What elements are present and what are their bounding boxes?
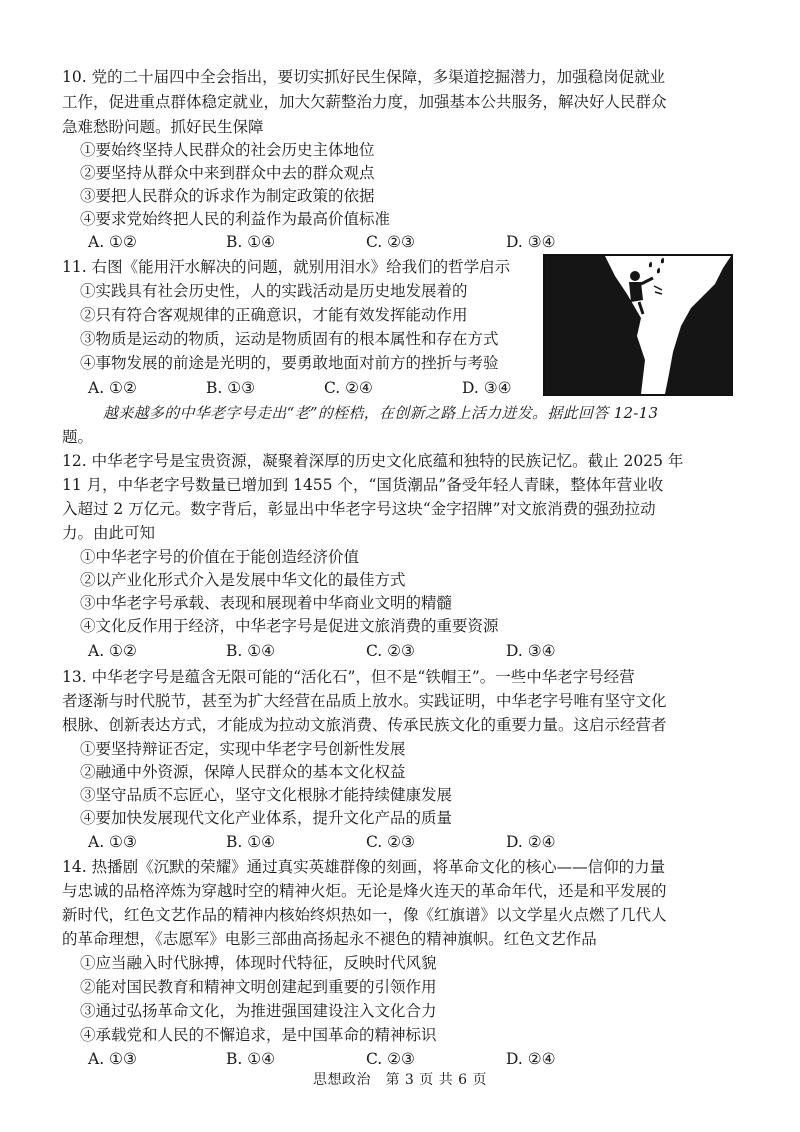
q11-option-1: ①实践具有社会历史性，人的实践活动是历史地发展着的 — [80, 282, 468, 300]
q12-choices — [88, 640, 608, 662]
q14-choice-b: B. ①④ — [226, 1050, 276, 1068]
q13-option-1: ①要坚持辩证否定，实现中华老字号创新性发展 — [80, 740, 406, 758]
q12-option-4: ④文化反作用于经济，中华老字号是促进文旅消费的重要资源 — [80, 617, 499, 635]
q10-option-1: ①要始终坚持人民群众的社会历史主体地位 — [80, 141, 375, 159]
q12-stem-line-1: 12. 中华老字号是宝贵资源，凝聚着深厚的历史文化底蕴和独特的民族记忆。截止 2025 年 — [62, 452, 684, 470]
q14-option-3: ③通过弘扬革命文化，为推进强国建设注入文化合力 — [80, 1002, 437, 1020]
q11-choice-a: A. ①② — [88, 379, 137, 397]
q13-choice-c: C. ②③ — [366, 833, 415, 851]
q13-choices — [88, 831, 608, 853]
q14-choices — [88, 1048, 608, 1070]
q12-option-3: ③中华老字号承载、表现和展现着中华商业文明的精髓 — [80, 594, 453, 612]
q12-option-2: ②以产业化形式介入是发展中华文化的最佳方式 — [80, 571, 406, 589]
q14-option-1: ①应当融入时代脉搏，体现时代特征，反映时代风貌 — [80, 954, 437, 972]
q14-option-2: ②能对国民教育和精神文明创建起到重要的引领作用 — [80, 978, 437, 996]
q12-choice-d: D. ③④ — [506, 642, 556, 660]
q14-stem-line-4: 的革命理想，《志愿军》电影三部曲高扬起永不褪色的精神旗帜。红色文艺作品 — [62, 930, 597, 948]
q11-option-3: ③物质是运动的物质，运动是物质固有的根本属性和存在方式 — [80, 330, 499, 348]
q10-stem-line-2: 工作，促进重点群体稳定就业，加大欠薪整治力度，加强基本公共服务，解决好人民群众 — [62, 93, 667, 111]
q14-choice-c: C. ②③ — [366, 1050, 415, 1068]
q10-choice-d: D. ③④ — [506, 233, 556, 251]
q14-choice-a: A. ①③ — [88, 1050, 137, 1068]
cliff-climber-illustration — [545, 256, 731, 394]
q10-option-4: ④要求党始终把人民的利益作为最高价值标准 — [80, 210, 391, 228]
passage-intro-line-2: 题。 — [62, 428, 94, 446]
q10-choice-a: A. ①② — [88, 233, 137, 251]
q14-stem-line-3: 新时代，红色文艺作品的精神内核始终炽热如一，像《红旗谱》以文学星火点燃了几代人 — [62, 906, 667, 924]
cartoon-figure — [543, 254, 733, 396]
q12-choice-c: C. ②③ — [366, 642, 415, 660]
q10-stem-line-1: 10. 党的二十届四中全会指出，要切实抓好民生保障，多渠道挖掘潜力，加强稳岗促就业 — [62, 68, 666, 86]
q11-choice-b: B. ①③ — [206, 379, 256, 397]
q14-stem-line-2: 与忠诚的品格淬炼为穿越时空的精神火炬。无论是烽火连天的革命年代，还是和平发展的 — [62, 882, 667, 900]
q11-option-2: ②只有符合客观规律的正确意识，才能有效发挥能动作用 — [80, 306, 468, 324]
q11-stem: 11. 右图《能用汗水解决的问题，就别用泪水》给我们的哲学启示 — [62, 258, 511, 276]
q10-option-2: ②要坚持从群众中来到群众中去的群众观点 — [80, 164, 375, 182]
q12-choice-a: A. ①② — [88, 642, 137, 660]
q12-stem-line-2: 11 月，中华老字号数量已增加到 1455 个，“国货潮品”备受年轻人青睐，整体年营业收 — [62, 476, 664, 494]
q10-choice-c: C. ②③ — [366, 233, 415, 251]
q12-option-1: ①中华老字号的价值在于能创造经济价值 — [80, 548, 360, 566]
q14-choice-d: D. ②④ — [506, 1050, 556, 1068]
q13-stem-line-3: 根脉、创新表达方式，才能成为拉动文旅消费、传承民族文化的重要力量。这启示经营者 — [62, 716, 667, 734]
q12-stem-line-3: 入超过 2 万亿元。数字背后，彰显出中华老字号这块“金字招牌”对文旅消费的强劲拉动 — [62, 500, 656, 518]
q13-option-2: ②融通中外资源，保障人民群众的基本文化权益 — [80, 763, 406, 781]
q13-stem-line-1: 13. 中华老字号是蕴含无限可能的“活化石”，但不是“铁帽王”。一些中华老字号经营 — [62, 668, 635, 686]
q10-choice-b: B. ①④ — [226, 233, 276, 251]
page-footer: 思想政治 第 3 页 共 6 页 — [312, 1072, 488, 1088]
q10-option-3: ③要把人民群众的诉求作为制定政策的依据 — [80, 187, 375, 205]
q11-choice-d: D. ③④ — [462, 379, 512, 397]
q12-stem-line-4: 力。由此可知 — [62, 524, 156, 542]
q13-choice-d: D. ②④ — [506, 833, 556, 851]
passage-intro-line-1: 越来越多的中华老字号走出“老”的桎梏，在创新之路上活力迸发。据此回答 12-13 — [103, 404, 659, 422]
q11-option-4: ④事物发展的前途是光明的，要勇敢地面对前方的挫折与考验 — [80, 354, 499, 372]
q12-choice-b: B. ①④ — [226, 642, 276, 660]
q10-stem-line-3: 急难愁盼问题。抓好民生保障 — [62, 118, 264, 136]
q13-choice-b: B. ①④ — [226, 833, 276, 851]
q13-stem-line-2: 者逐渐与时代脱节，甚至为扩大经营在品质上放水。实践证明，中华老字号唯有坚守文化 — [62, 692, 667, 710]
q11-choice-c: C. ②④ — [324, 379, 373, 397]
q10-choices — [88, 231, 608, 253]
q14-option-4: ④承载党和人民的不懈追求，是中国革命的精神标识 — [80, 1026, 437, 1044]
q11-choices — [88, 377, 608, 399]
q13-option-4: ④要加快发展现代文化产业体系，提升文化产品的质量 — [80, 809, 453, 827]
q13-choice-a: A. ①③ — [88, 833, 137, 851]
q14-stem-line-1: 14. 热播剧《沉默的荣耀》通过真实英雄群像的刻画，将革命文化的核心——信仰的力量 — [62, 858, 666, 876]
q13-option-3: ③坚守品质不忘匠心，坚守文化根脉才能持续健康发展 — [80, 786, 453, 804]
